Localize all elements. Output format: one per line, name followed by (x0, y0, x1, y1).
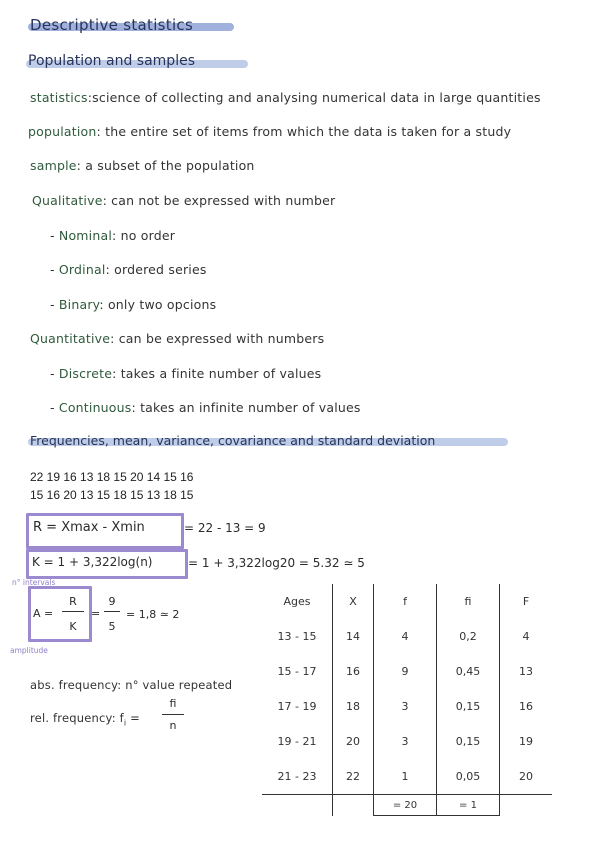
section-heading-frequencies: Frequencies, mean, variance, covariance and standard deviation (30, 433, 436, 448)
table-row: 19 - 21 20 3 0,15 19 (262, 724, 552, 759)
term-nominal: Nominal (58, 228, 112, 243)
header-fi: fi (437, 584, 500, 619)
section-heading-population: Population and samples (28, 53, 195, 69)
data-row: 22 19 16 13 18 15 20 14 15 16 (30, 470, 194, 484)
rel-frequency-numerator: fi (169, 697, 177, 710)
a-equals: = (91, 607, 101, 620)
definition-text: the entire set of items from which the data is taken for a study (100, 124, 512, 139)
table-totals-row (262, 795, 552, 816)
term-qualitative: Qualitative (32, 193, 103, 208)
definition-text: a subset of the population (81, 158, 255, 173)
term-sample: sample (30, 158, 77, 173)
quantitative-definition: Quantitative: can be expressed with numbers (30, 331, 325, 346)
frequency-table (262, 584, 552, 816)
list-item-nominal: - Nominal: no order (50, 228, 176, 243)
rel-frequency-def: rel. frequency: $f_i$ = (30, 711, 141, 728)
a-note: amplitude (10, 646, 48, 655)
table-header-row (262, 584, 552, 619)
definition-population: population: the entire set of items from which the data is taken for a study (28, 124, 512, 139)
term-population: population (28, 124, 97, 139)
header-ages: Ages (283, 595, 311, 608)
header-cumulative-f: F (500, 584, 553, 619)
table-row: 15 - 17 16 9 0,45 13 (262, 654, 552, 689)
list-item-discrete: - Discrete: takes a finite number of values (50, 366, 322, 381)
term-quantitative: Quantitative (30, 331, 111, 346)
term-discrete: Discrete (58, 366, 113, 381)
a-result: = 1,8 ≃ 2 (126, 608, 180, 621)
term-ordinal: Ordinal (58, 262, 106, 277)
definition-statistics: statistics:science of collecting and analysing numerical data in large quantities (30, 90, 541, 105)
definition-text: science of collecting and analysing numerical data in large quantities (92, 90, 541, 105)
definition-sample: sample: a subset of the population (30, 158, 255, 173)
range-result: = 22 - 13 = 9 (184, 521, 266, 535)
k-formula: K = 1 + 3,322log(n) (32, 555, 153, 569)
header-f: f (374, 584, 437, 619)
page-title: Descriptive statistics (30, 16, 194, 34)
table-row: 13 - 15 14 4 0,2 4 (262, 619, 552, 654)
table-row: 17 - 19 18 3 0,15 16 (262, 689, 552, 724)
term-statistics: statistics (30, 90, 88, 105)
table-row: 21 - 23 22 1 0,05 20 (262, 759, 552, 795)
list-item-ordinal: - Ordinal: ordered series (50, 262, 207, 277)
a-denominator-value: 5 (108, 620, 116, 633)
range-formula: R = Xmax - Xmin (33, 520, 145, 535)
k-result: = 1 + 3,322log20 = 5.32 ≃ 5 (188, 556, 365, 570)
k-note: n° intervals (12, 578, 56, 587)
rel-frequency-denominator: n (169, 719, 177, 732)
abs-frequency-def: abs. frequency: n° value repeated (30, 678, 233, 692)
data-row: 15 16 20 13 15 18 15 13 18 15 (30, 488, 194, 502)
term-binary: Binary (58, 297, 100, 312)
total-fi: = 1 (437, 795, 500, 816)
term-continuous: Continuous (58, 400, 132, 415)
list-item-binary: - Binary: only two opcions (50, 297, 217, 312)
header-x: X (333, 584, 374, 619)
qualitative-definition: Qualitative: can not be expressed with number (32, 193, 336, 208)
a-numerator: R (69, 595, 77, 608)
total-f: = 20 (374, 795, 437, 816)
list-item-continuous: - Continuous: takes an infinite number of values (50, 400, 361, 415)
a-numerator-value: 9 (108, 595, 116, 608)
a-prefix: A = (33, 607, 54, 620)
a-denominator: K (69, 620, 77, 633)
